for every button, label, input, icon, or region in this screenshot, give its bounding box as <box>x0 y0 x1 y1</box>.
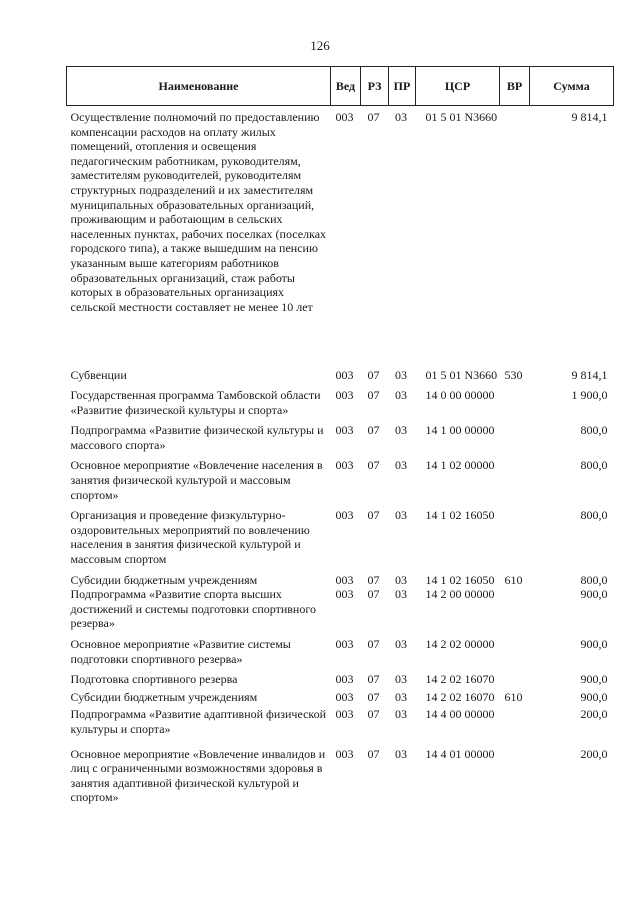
header-ved: Вед <box>331 67 361 106</box>
row-name: Субсидии бюджетным учреждениям <box>70 572 258 587</box>
table-row <box>67 666 614 687</box>
row-pr: 03 <box>395 388 407 403</box>
row-name: Подготовка спортивного резерва <box>70 672 238 687</box>
row-vr <box>500 382 530 417</box>
row-ved: 003 <box>335 746 354 761</box>
table-row <box>67 587 614 631</box>
row-name: Организация и проведение физкультурно-оздоровительных мероприятий по вовлечению населения в занятия физической культурой и массовым спортом <box>70 508 310 567</box>
header-vr: ВР <box>500 67 530 106</box>
row-ved: 003 <box>335 672 354 687</box>
header-name: Наименование <box>67 67 331 106</box>
row-rz: 07 <box>367 689 380 704</box>
row-sum: 900,0 <box>580 689 608 704</box>
row-name: Осуществление полномочий по предоставлению компенсации расходов на оплату жилых помещений, отопления и освещения педагогическим работникам, руководителям, заместителям руководителей, руководителям структурных подразделений и их заместителям муниципальных образовательных организаций, проживающим и работающим в сельских населенных пунктах, рабочих поселках (поселках городского типа), а также вышедшим на пенсию указанным выше категориям работников образовательных организаций, стаж работы которых в образовательных организациях сельской местности составляет не менее 10 лет <box>70 110 327 314</box>
row-pr: 03 <box>395 689 407 704</box>
header-pr: ПР <box>389 67 416 106</box>
row-rz: 07 <box>367 423 380 438</box>
row-pr: 03 <box>395 746 407 761</box>
table-row <box>67 502 614 566</box>
row-csr: 14 2 02 16070 <box>425 672 495 687</box>
row-pr: 03 <box>395 587 407 602</box>
row-pr: 03 <box>395 572 407 587</box>
page-number: 126 <box>310 38 330 53</box>
row-rz: 07 <box>367 672 380 687</box>
row-ved: 003 <box>335 572 354 587</box>
row-ved: 003 <box>335 707 354 722</box>
table-row <box>67 631 614 666</box>
row-sum: 800,0 <box>580 458 608 473</box>
row-name: Подпрограмма «Развитие адаптивной физической культуры и спорта» <box>70 707 327 736</box>
table-row <box>67 362 614 383</box>
row-sum: 9 814,1 <box>571 367 608 382</box>
table-row <box>67 567 614 588</box>
row-name: Субсидии бюджетным учреждениям <box>70 689 258 704</box>
row-ved: 003 <box>335 508 354 523</box>
row-rz: 07 <box>367 458 380 473</box>
row-csr: 14 2 02 00000 <box>425 637 495 651</box>
row-sum: 900,0 <box>580 637 608 651</box>
row-csr: 14 4 00 00000 <box>425 707 495 722</box>
row-rz: 07 <box>367 707 380 722</box>
row-rz: 07 <box>367 367 380 382</box>
row-vr <box>500 452 530 502</box>
row-sum: 800,0 <box>580 508 608 523</box>
row-sum: 900,0 <box>580 587 608 602</box>
row-csr: 14 1 00 00000 <box>425 423 495 438</box>
row-sum: 200,0 <box>580 707 608 722</box>
table-row <box>67 704 614 736</box>
table-row <box>67 452 614 502</box>
table-row <box>67 106 614 362</box>
table-header-row <box>67 67 614 106</box>
row-pr: 03 <box>395 110 407 124</box>
row-sum: 200,0 <box>580 746 608 761</box>
row-pr: 03 <box>395 508 407 523</box>
row-sum: 9 814,1 <box>571 110 608 124</box>
row-name: Подпрограмма «Развитие физической культуры и массового спорта» <box>70 423 324 452</box>
header-sum: Сумма <box>530 67 614 106</box>
row-ved: 003 <box>335 587 354 602</box>
row-pr: 03 <box>395 637 407 651</box>
row-csr: 14 2 02 16070 <box>425 689 495 704</box>
budget-table <box>66 66 614 805</box>
row-csr: 14 4 01 00000 <box>425 746 495 761</box>
row-pr: 03 <box>395 423 407 438</box>
row-csr: 14 2 00 00000 <box>425 587 495 602</box>
row-ved: 003 <box>335 388 354 403</box>
row-vr <box>500 737 530 805</box>
row-ved: 003 <box>335 637 354 651</box>
row-rz: 07 <box>367 637 380 651</box>
row-rz: 07 <box>367 572 380 587</box>
row-vr <box>500 631 530 666</box>
table-row <box>67 382 614 417</box>
row-vr <box>500 666 530 687</box>
row-vr <box>500 502 530 566</box>
row-pr: 03 <box>395 672 407 687</box>
row-pr: 03 <box>395 458 407 473</box>
row-ved: 003 <box>335 423 354 438</box>
row-ved: 003 <box>335 367 354 382</box>
row-vr <box>500 587 530 631</box>
header-rz: РЗ <box>361 67 389 106</box>
row-csr: 14 1 02 00000 <box>425 458 495 473</box>
row-csr: 14 1 02 16050 <box>425 572 495 587</box>
row-ved: 003 <box>335 689 354 704</box>
row-rz: 07 <box>367 746 380 761</box>
row-rz: 07 <box>367 508 380 523</box>
row-name: Основное мероприятие «Развитие системы подготовки спортивного резерва» <box>70 637 291 666</box>
header-csr: ЦСР <box>416 67 500 106</box>
row-vr <box>500 106 530 362</box>
row-rz: 07 <box>367 388 380 403</box>
row-ved: 003 <box>335 110 354 124</box>
row-rz: 07 <box>367 110 380 124</box>
row-csr: 01 5 01 N3660 <box>425 110 498 124</box>
table-row <box>67 417 614 452</box>
row-name: Субвенции <box>70 367 127 382</box>
row-vr: 610 <box>504 689 523 704</box>
table-row <box>67 737 614 805</box>
row-csr: 01 5 01 N3660 <box>425 367 498 382</box>
row-ved: 003 <box>335 458 354 473</box>
row-sum: 800,0 <box>580 572 608 587</box>
row-rz: 07 <box>367 587 380 602</box>
row-vr: 610 <box>504 572 523 587</box>
row-sum: 800,0 <box>580 423 608 438</box>
row-pr: 03 <box>395 707 407 722</box>
row-pr: 03 <box>395 367 407 382</box>
row-sum: 1 900,0 <box>571 388 608 403</box>
row-vr <box>500 704 530 736</box>
row-sum: 900,0 <box>580 672 608 687</box>
row-name: Подпрограмма «Развитие спорта высших достижений и системы подготовки спортивного резерва» <box>70 587 316 631</box>
table-row <box>67 687 614 705</box>
row-vr: 530 <box>504 367 523 382</box>
row-csr: 14 1 02 16050 <box>425 508 495 523</box>
row-csr: 14 0 00 00000 <box>425 388 495 403</box>
row-vr <box>500 417 530 452</box>
row-name: Государственная программа Тамбовской области «Развитие физической культуры и спорта» <box>70 388 321 417</box>
row-name: Основное мероприятие «Вовлечение населения в занятия физической культурой и массовым спортом» <box>70 458 323 502</box>
row-name: Основное мероприятие «Вовлечение инвалидов и лиц с ограниченными возможностями здоровья в занятия адаптивной физической культурой и спортом» <box>70 746 326 805</box>
